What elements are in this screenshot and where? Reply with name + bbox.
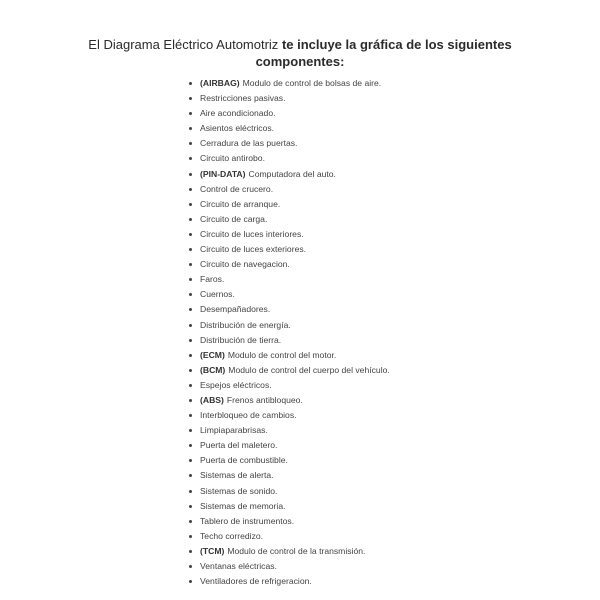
component-code: (AIRBAG) [200, 78, 240, 88]
component-text: Sistemas de alerta. [200, 470, 274, 481]
bullet-icon [189, 278, 192, 281]
bullet-icon [189, 112, 192, 115]
component-text: Limpiaparabrisas. [200, 425, 268, 436]
list-item [189, 287, 390, 302]
bullet-icon [189, 535, 192, 538]
list-item [189, 408, 390, 423]
component-text: Modulo de control del motor. [227, 349, 337, 360]
heading-bold-text: te incluye la gráfica de los siguientes [281, 37, 512, 52]
list-item [189, 423, 390, 438]
bullet-icon [189, 474, 192, 477]
component-text: Cuernos. [200, 289, 235, 300]
list-item [189, 272, 390, 287]
list-item [189, 468, 390, 483]
component-text: Tablero de instrumentos. [200, 515, 295, 526]
component-text: Circuito de arranque. [200, 198, 281, 209]
bullet-icon [189, 127, 192, 130]
list-item [189, 393, 390, 408]
list-item [189, 257, 390, 272]
list-item [189, 151, 390, 166]
bullet-icon [189, 505, 192, 508]
component-text: Frenos antibloqueo. [226, 394, 303, 405]
list-item [189, 574, 390, 589]
list-item [189, 348, 390, 363]
bullet-icon [189, 399, 192, 402]
component-text: Ventanas eléctricas. [200, 561, 277, 571]
bullet-icon [189, 308, 192, 311]
component-text: Sistemas de memoria. [200, 500, 286, 511]
list-item [189, 559, 390, 574]
bullet-icon [189, 218, 192, 221]
bullet-icon [189, 384, 192, 387]
list-item [189, 378, 390, 393]
list-item [189, 106, 390, 121]
component-text: Circuito de luces interiores. [200, 228, 304, 239]
bullet-icon [189, 429, 192, 432]
heading-bold-text-line2: componentes: [255, 54, 345, 69]
bullet-icon [189, 203, 192, 206]
list-item [189, 212, 390, 227]
list-item [189, 197, 390, 212]
component-text: Cerradura de las puertas. [200, 138, 298, 149]
component-text: Interbloqueo de cambios. [200, 410, 297, 421]
component-text: Ventiladores de refrigeracion. [200, 576, 312, 587]
list-item [189, 499, 390, 514]
component-code: (ECM) [200, 349, 225, 360]
list-item [189, 529, 390, 544]
list-item [189, 91, 390, 106]
component-text: Faros. [200, 274, 225, 285]
component-text: Desempañadores. [200, 304, 271, 315]
component-text: Circuito de luces exteriores. [200, 244, 307, 255]
list-item [189, 318, 390, 333]
heading-normal-text: El Diagrama Eléctrico Automotriz [88, 37, 279, 52]
page-heading [0, 36, 600, 70]
list-item [189, 514, 390, 529]
component-text: Distribución de tierra. [200, 334, 282, 345]
list-item [189, 544, 390, 559]
list-item [189, 484, 390, 499]
bullet-icon [189, 324, 192, 327]
component-code: (TCM) [200, 545, 225, 556]
list-item [189, 438, 390, 453]
bullet-icon [189, 459, 192, 462]
list-item [189, 121, 390, 136]
list-item [189, 76, 390, 91]
bullet-icon [189, 444, 192, 447]
component-text: Restricciones pasivas. [200, 93, 286, 104]
bullet-icon [189, 490, 192, 493]
list-item [189, 363, 390, 378]
bullet-icon [189, 369, 192, 372]
component-text: Techo corredizo. [200, 530, 264, 541]
component-code: (BCM) [200, 364, 226, 375]
component-text: Puerta de combustible. [200, 455, 288, 466]
bullet-icon [189, 142, 192, 145]
list-item [189, 167, 390, 182]
component-text: Circuito de navegacion. [200, 259, 290, 270]
bullet-icon [189, 263, 192, 266]
component-text: Circuito antirobo. [200, 153, 265, 164]
component-text: Aire acondicionado. [200, 108, 276, 119]
component-text: Asientos eléctricos. [200, 123, 275, 134]
component-text: Modulo de control de bolsas de aire. [242, 78, 382, 88]
component-text: Espejos eléctricos. [200, 379, 272, 390]
bullet-icon [189, 414, 192, 417]
list-item [189, 136, 390, 151]
component-text: Control de crucero. [200, 183, 274, 194]
bullet-icon [189, 97, 192, 100]
component-text: Computadora del auto. [248, 168, 336, 179]
component-text: Circuito de carga. [200, 213, 268, 224]
list-item [189, 333, 390, 348]
bullet-icon [189, 82, 192, 85]
bullet-icon [189, 233, 192, 236]
bullet-icon [189, 550, 192, 553]
component-text: Modulo de control del cuerpo del vehículo. [228, 364, 390, 375]
bullet-icon [189, 565, 192, 568]
component-list [189, 76, 390, 589]
component-text: Distribución de energía. [200, 319, 291, 330]
bullet-icon [189, 580, 192, 583]
component-text: Sistemas de sonido. [200, 485, 278, 496]
list-item [189, 227, 390, 242]
component-code: (PIN-DATA) [200, 168, 246, 179]
bullet-icon [189, 339, 192, 342]
bullet-icon [189, 173, 192, 176]
list-item [189, 242, 390, 257]
component-text: Puerta del maletero. [200, 440, 278, 451]
component-text: Modulo de control de la transmisión. [227, 545, 366, 556]
list-item [189, 302, 390, 317]
bullet-icon [189, 157, 192, 160]
list-item [189, 182, 390, 197]
bullet-icon [189, 520, 192, 523]
bullet-icon [189, 188, 192, 191]
bullet-icon [189, 248, 192, 251]
list-item [189, 453, 390, 468]
component-code: (ABS) [200, 394, 224, 405]
bullet-icon [189, 354, 192, 357]
bullet-icon [189, 293, 192, 296]
